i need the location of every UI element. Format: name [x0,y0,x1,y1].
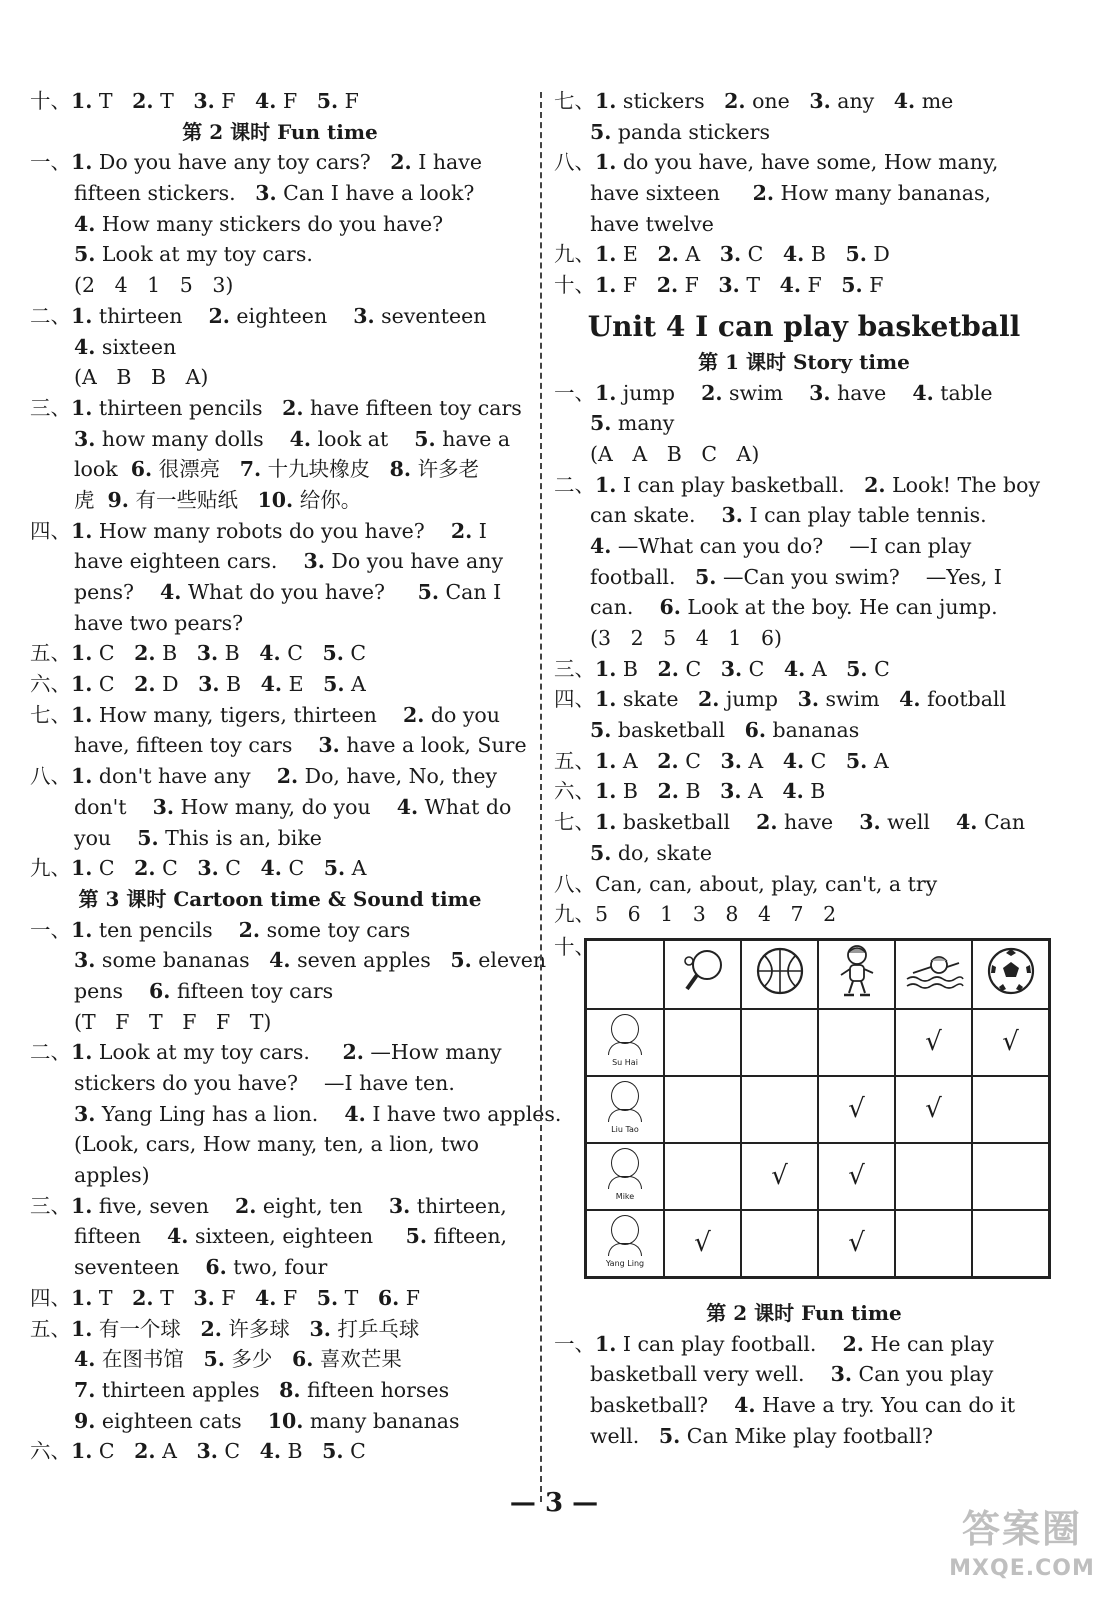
grid-check-cell [741,1210,818,1278]
section-heading: 第 1 课时 Story time [698,349,910,374]
right-column-bottom [554,1298,1054,1451]
grid-check-cell [972,1143,1050,1210]
answer-line: 7. thirteen apples 8. fifteen horses [74,1377,450,1402]
check-mark: √ [925,1094,942,1125]
answer-line: 九、1. E 2. A 3. C 4. B 5. D [554,242,890,267]
grid-row [586,1143,1050,1210]
answer-line: 虎 9. 有一些贴纸 10. 给你。 [74,487,362,512]
right-column-top [554,86,1054,930]
unit-title: Unit 4 I can play basketball [587,309,1021,343]
answer-line: 六、1. C 2. A 3. C 4. B 5. C [30,1439,366,1464]
child-name: Liu Tao [611,1124,639,1134]
child-name: Mike [615,1191,635,1201]
answer-line: 9. eighteen cats 10. many bananas [74,1408,460,1433]
answer-line: 5. do, skate [590,840,712,865]
answer-line: 三、1. five, seven 2. eight, ten 3. thirteen, [30,1193,507,1218]
answer-line: pens 6. fifteen toy cars [74,978,334,1003]
answer-line: 二、1. I can play basketball. 2. Look! The boy [554,472,1041,497]
grid-check-cell [664,1143,741,1210]
answer-line: 四、1. T 2. T 3. F 4. F 5. T 6. F [30,1285,421,1310]
answer-line: 七、1. How many, tigers, thirteen 2. do you [30,702,500,727]
check-mark: √ [1002,1027,1019,1058]
watermark-bottom: MXQE.COM [949,1556,1095,1581]
grid-check-cell [972,1076,1050,1143]
answer-line: 六、1. C 2. D 3. B 4. E 5. A [30,672,366,697]
answer-line: 5. basketball 6. bananas [590,718,860,743]
child-avatar-icon [602,1010,648,1068]
section-heading: 第 2 课时 Fun time [706,1300,902,1325]
answer-line: 五、1. A 2. C 3. A 4. C 5. A [554,748,889,773]
answer-line: 九、5 6 1 3 8 4 7 2 [554,902,837,927]
answer-line: have twelve [590,211,714,236]
skating-icon [818,939,895,1009]
child-avatar-cell [586,1143,665,1210]
grid-row [586,1009,1050,1076]
answer-line: apples) [74,1163,150,1188]
answer-line: 七、1. stickers 2. one 3. any 4. me [554,89,954,113]
column-divider [540,92,542,1502]
answer-line: 九、1. C 2. C 3. C 4. C 5. A [30,856,367,881]
answer-line: basketball very well. 3. Can you play [590,1362,994,1387]
sports-grid-section [554,932,1054,1298]
watermark-logo [942,1503,1102,1595]
answer-line: seventeen 6. two, four [74,1255,328,1280]
check-mark: √ [848,1161,865,1192]
grid-check-cell [664,1076,741,1143]
grid-check-cell [895,1210,972,1278]
answer-line: (3 2 5 4 1 6) [590,626,782,650]
answer-line: 八、1. do you have, have some, How many, [554,150,999,175]
answer-line: don't 3. How many, do you 4. What do [74,794,512,819]
grid-check-cell [818,1009,895,1076]
answer-line: (2 4 1 5 3) [74,273,234,298]
grid-check-cell [895,1143,972,1210]
grid-check-cell [818,1210,895,1278]
answer-line: 3. some bananas 4. seven apples 5. eleven [74,948,547,973]
answer-line: 三、1. B 2. C 3. C 4. A 5. C [554,656,890,681]
grid-question-label: 十、 [554,934,595,959]
answer-line: 4. —What can you do? —I can play [590,533,972,558]
answer-line: have two pears? [74,610,244,635]
child-name: Su Hai [612,1057,638,1067]
check-mark: √ [848,1228,865,1259]
child-avatar-icon [602,1144,648,1202]
grid-corner-cell [586,939,665,1009]
left-column [30,86,562,1467]
answer-line: 5. Look at my toy cars. [74,242,313,267]
answer-line: you 5. This is an, bike [74,825,322,850]
answer-line: 一、1. I can play football. 2. He can play [554,1331,994,1356]
child-avatar-cell [586,1009,665,1076]
grid-check-cell [664,1009,741,1076]
grid-check-cell [818,1143,895,1210]
table-tennis-icon [664,939,741,1009]
grid-check-cell [741,1076,818,1143]
grid-check-cell [741,1009,818,1076]
basketball-icon [741,939,818,1009]
answer-line: 一、1. jump 2. swim 3. have 4. table [554,380,993,405]
answer-line: football. 5. —Can you swim? —Yes, I [590,564,1002,589]
sports-grid [584,938,1051,1279]
answer-line: 八、Can, can, about, play, can't, a try [554,871,938,896]
answer-line: 六、1. B 2. B 3. A 4. B [554,779,826,804]
child-name: Yang Ling [605,1258,645,1268]
answer-line: 3. Yang Ling has a lion. 4. I have two apples. [74,1101,562,1126]
answer-line: 一、1. Do you have any toy cars? 2. I have [30,150,482,175]
answer-line: 八、1. don't have any 2. Do, have, No, they [30,764,498,789]
answer-line: 十、1. T 2. T 3. F 4. F 5. F [30,89,359,113]
answer-line: fifteen stickers. 3. Can I have a look? [74,181,475,206]
section-heading: 第 2 课时 Fun time [182,119,378,144]
answer-line: 五、1. 有一个球 2. 许多球 3. 打乒乓球 [30,1316,420,1341]
page-number: — 3 — [509,1488,599,1518]
answer-line: (T F T F F T) [74,1009,272,1034]
answer-line: 二、1. Look at my toy cars. 2. —How many [30,1040,502,1065]
answer-line: fifteen 4. sixteen, eighteen 5. fifteen, [74,1224,508,1249]
child-avatar-cell [586,1210,665,1278]
grid-header-row [586,939,1050,1009]
grid-check-cell [818,1076,895,1143]
answer-line: 十、1. F 2. F 3. T 4. F 5. F [554,273,884,298]
child-avatar-icon [602,1211,648,1269]
grid-check-cell [741,1143,818,1210]
watermark-top: 答案圈 [961,1507,1082,1551]
answer-line: 四、1. How many robots do you have? 2. I [30,518,487,543]
answer-line: 3. how many dolls 4. look at 5. have a [74,426,511,451]
answer-line: 七、1. basketball 2. have 3. well 4. Can [554,810,1026,835]
grid-row [586,1076,1050,1143]
child-avatar-icon [602,1077,648,1135]
answer-line: well. 5. Can Mike play football? [590,1423,933,1448]
answer-line: have sixteen 2. How many bananas, [590,181,991,206]
answer-line: 4. sixteen [74,334,177,359]
answer-line: 三、1. thirteen pencils 2. have fifteen toy cars [30,395,522,420]
grid-check-cell [895,1076,972,1143]
check-mark: √ [848,1094,865,1125]
grid-check-cell [895,1009,972,1076]
answer-line: 5. many [590,411,675,436]
section-heading: 第 3 课时 Cartoon time & Sound time [78,886,482,911]
answer-line: 5. panda stickers [590,119,771,144]
check-mark: √ [925,1027,942,1058]
answer-line: (A A B C A) [590,441,760,466]
answer-line: 一、1. ten pencils 2. some toy cars [30,917,411,942]
football-icon [972,939,1050,1009]
grid-check-cell [664,1210,741,1278]
right-column [554,86,1054,1451]
answer-line: 4. How many stickers do you have? [74,211,444,236]
answer-line: pens? 4. What do you have? 5. Can I [74,580,502,604]
check-mark: √ [694,1228,711,1259]
answer-line: (Look, cars, How many, ten, a lion, two [74,1132,480,1157]
answer-line: 五、1. C 2. B 3. B 4. C 5. C [30,641,367,666]
swimming-icon [895,939,972,1009]
grid-row [586,1210,1050,1278]
answer-line: have, fifteen toy cars 3. have a look, Sure [74,733,527,758]
grid-check-cell [972,1210,1050,1278]
answer-line: look 6. 很漂亮 7. 十九块橡皮 8. 许多老 [74,457,480,482]
answer-line: basketball? 4. Have a try. You can do it [590,1392,1016,1417]
answer-line: 4. 在图书馆 5. 多少 6. 喜欢芒果 [74,1347,402,1372]
answer-line: have eighteen cars. 3. Do you have any [74,549,504,574]
child-avatar-cell [586,1076,665,1143]
check-mark: √ [771,1161,788,1192]
answer-line: can. 6. Look at the boy. He can jump. [590,595,998,620]
answer-line: (A B B A) [74,365,209,390]
answer-line: 四、1. skate 2. jump 3. swim 4. football [554,687,1007,712]
answer-line: can skate. 3. I can play table tennis. [590,503,987,528]
grid-check-cell [972,1009,1050,1076]
answer-line: 二、1. thirteen 2. eighteen 3. seventeen [30,303,487,328]
answer-line: stickers do you have? —I have ten. [74,1071,455,1095]
